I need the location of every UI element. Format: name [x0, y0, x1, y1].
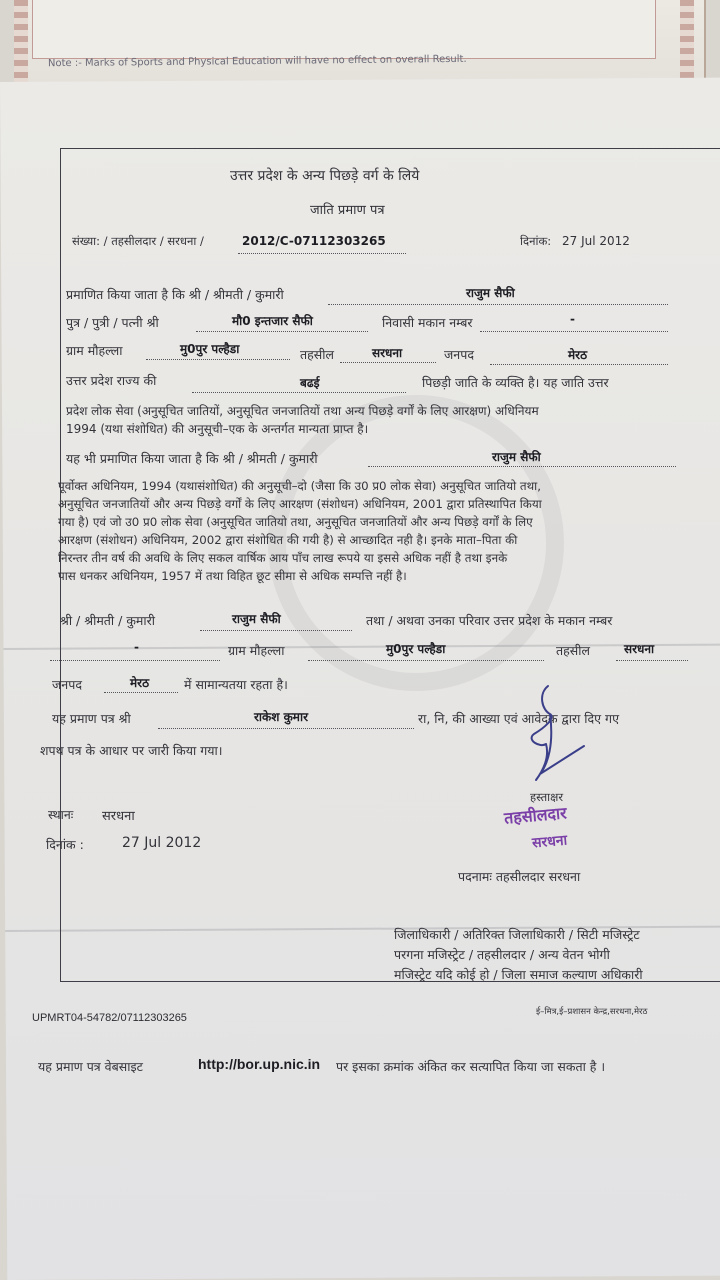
tehsil-label: तहसील — [556, 643, 590, 658]
village-label: ग्राम मौहल्ला — [66, 343, 123, 358]
ref-label: संख्या: / तहसीलदार / सरधना / — [72, 234, 204, 248]
dotted-line — [50, 660, 220, 661]
verify-text: यह प्रमाण पत्र वेबसाइट — [38, 1059, 143, 1074]
resident-text: तथा / अथवा उनका परिवार उत्तर प्रदेश के मकान नम्बर — [366, 613, 613, 628]
affidavit-text: शपथ पत्र के आधार पर जारी किया गया। — [40, 743, 223, 758]
designation: पदनामः तहसीलदार सरधना — [458, 869, 581, 884]
district-name: मेरठ — [568, 348, 588, 362]
verify-text: पर इसका क्रमांक अंकित कर सत्यापित किया जा सकता है । — [336, 1059, 606, 1074]
tehsil-seal: सरधना — [531, 832, 568, 852]
certificate-subtitle: जाति प्रमाण पत्र — [310, 203, 385, 218]
applicant-name: राजुम सैफी — [232, 612, 281, 626]
marksheet-note: Note :- Marks of Sports and Physical Education will have no effect on overall Result. — [47, 53, 467, 70]
signature-scribble — [520, 684, 600, 794]
district-label: जनपद — [52, 677, 82, 692]
tehsil-name: सरधना — [624, 642, 655, 656]
dotted-line — [146, 359, 290, 360]
dotted-line — [104, 692, 178, 693]
house-number: - — [134, 640, 139, 654]
state-text: उत्तर प्रदेश राज्य की — [66, 373, 157, 388]
para2-line: पास धनकर अधिनियम, 1957 में तथा विहित छूट सीमा से अधिक सम्पत्ति नहीं है। — [58, 569, 407, 583]
dotted-line — [192, 392, 406, 393]
act-text: प्रदेश लोक सेवा (अनुसूचित जातियों, अनुसूचित जनजातियों तथा अन्य पिछड़े वर्गों के लिए आरक्षण) अधिनियम — [66, 404, 539, 418]
marksheet-border-right — [680, 0, 694, 86]
dotted-line — [328, 304, 668, 305]
underlying-marksheet — [14, 0, 706, 86]
signature-label: हस्ताक्षर — [530, 790, 564, 804]
resides-text: में सामान्यतया रहता है। — [184, 677, 288, 692]
dotted-line — [200, 630, 352, 631]
certificate-heading: उत्तर प्रदेश के अन्य पिछड़े वर्ग के लिये — [230, 168, 420, 184]
certificate-code: UPMRT04-54782/07112303265 — [32, 1012, 187, 1024]
dotted-line — [196, 331, 368, 332]
para2-line: गया है) एवं जो उ0 प्र0 लोक सेवा (अनुसूचित जातियो तथा, अनुसूचित जनजातियों और अन्य पिछड़े वर्गों के लिए — [58, 515, 533, 529]
dotted-line — [340, 362, 436, 363]
father-name: मौ0 इन्तजार सैफी — [232, 314, 313, 328]
village-label: ग्राम मौहल्ला — [228, 643, 285, 658]
also-certify-text: यह भी प्रमाणित किया जाता है कि श्री / श्रीमती / कुमारी — [66, 451, 318, 466]
village-name: मु0पुर पल्हैडा — [386, 642, 446, 656]
officials-line: जिलाधिकारी / अतिरिक्त जिलाधिकारी / सिटी मजिस्ट्रेट — [394, 927, 640, 942]
village-name: मु0पुर पल्हैडा — [180, 342, 240, 356]
para2-line: आरक्षण (संशोधन) अधिनियम, 2002 द्वारा संशोधित की गयी है) से आच्छादित नही है। इनके माता–पिता की — [58, 533, 518, 547]
relation-label: पुत्र / पुत्री / पत्नी श्री — [66, 315, 159, 330]
para2-line: निरन्तर तीन वर्ष की अवधि के लिए सकल वार्षिक आय पाँच लाख रूपये या इससे अधिक नहीं है तथा इनके — [58, 551, 508, 565]
district-label: जनपद — [444, 347, 474, 362]
dotted-line — [368, 466, 676, 467]
officials-line: परगना मजिस्ट्रेट / तहसीलदार / अन्य वेतन भोगी — [394, 947, 610, 962]
revenue-inspector-name: राकेश कुमार — [254, 710, 308, 724]
issued-on-text: यह प्रमाण पत्र श्री — [52, 711, 131, 726]
act-text: 1994 (यथा संशोधित) की अनुसूची–एक के अन्तर्गत मान्यता प्राप्त है। — [66, 422, 369, 436]
house-number: - — [570, 312, 575, 326]
dotted-line — [238, 253, 406, 254]
para2-line: पूर्वोक्त अधिनियम, 1994 (यथासंशोधित) की अनुसूची–दो (जैसा कि उ0 प्र0 लोक सेवा) अनुसूचित जातियो तथा, — [58, 479, 541, 493]
report-text: रा, नि, की आख्या एवं आवेदक द्वारा दिए गए — [418, 711, 620, 726]
dotted-line — [490, 364, 668, 365]
place-label: स्थानः — [48, 807, 74, 822]
dotted-line — [480, 331, 668, 332]
dotted-line — [616, 660, 688, 661]
applicant-name: राजुम सैफी — [492, 450, 541, 464]
resident-label: श्री / श्रीमती / कुमारी — [60, 613, 155, 628]
district-name: मेरठ — [130, 676, 150, 690]
certificate-number: 2012/C-07112303265 — [242, 234, 386, 248]
tehsil-name: सरधना — [372, 346, 403, 360]
marksheet-border-left — [14, 0, 28, 86]
dotted-line — [308, 660, 544, 661]
ref-date: 27 Jul 2012 — [562, 234, 630, 248]
marksheet-table — [32, 0, 656, 59]
place-value: सरधना — [102, 809, 135, 824]
caste-text: पिछड़ी जाति के व्यक्ति है। यह जाति उत्तर — [422, 375, 609, 390]
date-label: दिनांक : — [46, 837, 84, 852]
applicant-name: राजुम सैफी — [466, 286, 515, 300]
ref-date-label: दिनांक: — [520, 234, 552, 248]
certify-text: प्रमाणित किया जाता है कि श्री / श्रीमती / कुमारी — [66, 287, 284, 302]
caste-name: बढई — [300, 376, 320, 390]
officials-line: मजिस्ट्रेट यदि कोई हो / जिला समाज कल्याण अधिकारी — [394, 967, 643, 982]
para2-line: अनुसूचित जनजातियों और अन्य पिछड़े वर्गों के लिए आरक्षण (संशोधन) अधिनियम, 2001 द्वारा प्रतिस्थापित किया — [58, 497, 542, 511]
tehsil-label: तहसील — [300, 347, 334, 362]
dotted-line — [158, 728, 414, 729]
date-value: 27 Jul 2012 — [122, 835, 202, 851]
issuing-centre: ई–मित्र,ई–प्रशासन केन्द्र,सरधना,मेरठ — [536, 1007, 648, 1017]
house-label: निवासी मकान नम्बर — [382, 315, 473, 330]
tehsildar-seal: तहसीलदार — [503, 803, 568, 828]
verify-url[interactable]: http://bor.up.nic.in — [198, 1056, 321, 1072]
